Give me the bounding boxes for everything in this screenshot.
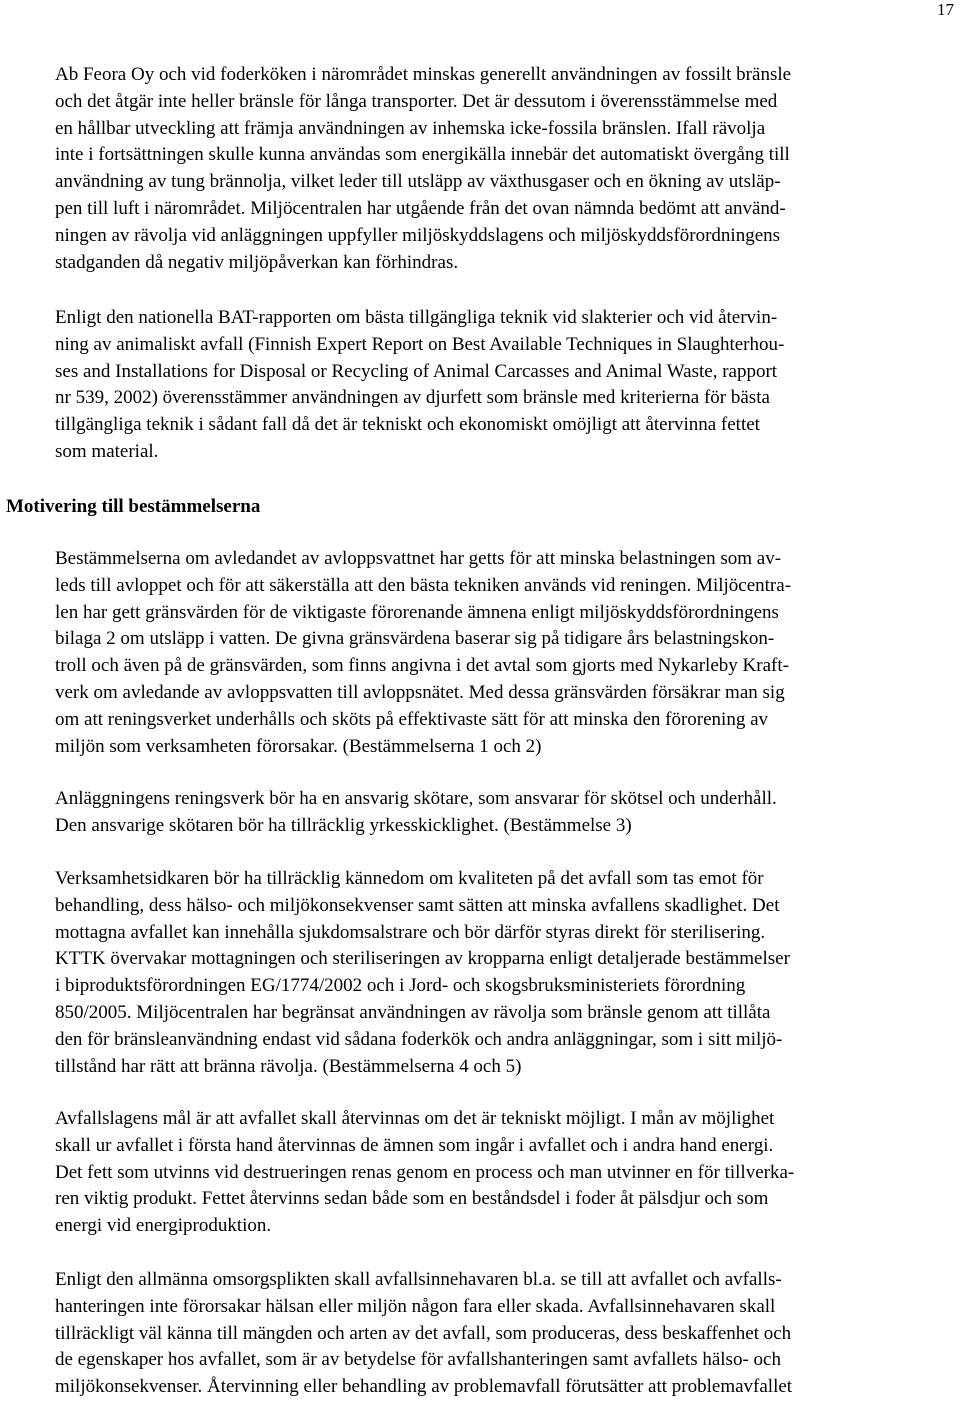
text-line: verk om avledande av avloppsvatten till avloppsnätet. Med dessa gränsvärden försäkrar man sig bbox=[55, 681, 785, 703]
paragraph-fossil-fuel bbox=[55, 62, 791, 276]
text-line: Verksamhetsidkaren bör ha tillräcklig kännedom om kvaliteten på det avfall som tas emot för bbox=[55, 868, 764, 889]
paragraph-duty-of-care bbox=[55, 1267, 792, 1401]
text-line: Enligt den allmänna omsorgsplikten skall avfallsinnehavaren bl.a. se till att avfallet och avfalls- bbox=[55, 1269, 782, 1290]
text-line: ningen av rävolja vid anläggningen uppfyller miljöskyddslagens och miljöskyddsförordningens bbox=[55, 224, 781, 246]
text-line: behandling, dess hälso- och miljökonsekvenser samt sätten att minska avfallens skadlighet. Det bbox=[55, 894, 780, 916]
text-line: tillgängliga teknik i sådant fall då det är tekniskt och ekonomiskt omöjligt att återvinna fettet bbox=[55, 414, 760, 436]
text-line: Anläggningens reningsverk bör ha en ansvarig skötare, som ansvarar för skötsel och underhåll. bbox=[55, 788, 777, 809]
text-line: ren viktig produkt. Fettet återvinns sedan både som en beståndsdel i foder åt pälsdjur och som bbox=[55, 1188, 769, 1210]
text-line: KTTK övervakar mottagningen och steriliseringen av kropparna enligt detaljerade bestämmelser bbox=[55, 948, 790, 970]
text-line: stadganden då negativ miljöpåverkan kan förhindras. bbox=[55, 251, 459, 273]
text-line: i biproduktsförordningen EG/1774/2002 och i Jord- och skogsbruksministeriets förordning bbox=[55, 975, 746, 997]
text-line: ses and Installations for Disposal or Recycling of Animal Carcasses and Animal Waste, rapport bbox=[55, 360, 778, 382]
text-line: Den ansvarige skötaren bör ha tillräcklig yrkesskicklighet. (Bestämmelse 3) bbox=[55, 814, 632, 836]
text-line: miljön som verksamheten förorsakar. (Bestämmelserna 1 och 2) bbox=[55, 735, 542, 757]
text-line: den för bränsleanvändning endast vid sådana foderkök och andra anläggningar, som i sitt miljö- bbox=[55, 1028, 783, 1050]
text-line: tillräckligt väl känna till mängden och arten av det avfall, som produceras, dess beskaffenhet och bbox=[55, 1322, 792, 1344]
text-line: mottagna avfallet kan innehålla sjukdomsalstrare och bör därför styras direkt för sterilisering. bbox=[55, 921, 766, 943]
page-number: 17 bbox=[937, 0, 954, 19]
text-line: bilaga 2 om utsläpp i vatten. De givna gränsvärdena baserar sig på tidigare års belastningskon- bbox=[55, 628, 775, 650]
text-line: Enligt den nationella BAT-rapporten om bästa tillgängliga teknik vid slakterier och vid återvin- bbox=[55, 307, 778, 328]
text-line: miljökonsekvenser. Återvinning eller behandling av problemavfall förutsätter att problemavfallet bbox=[55, 1376, 793, 1398]
section-heading: Motivering till bestämmelserna bbox=[6, 496, 261, 517]
text-line: som material. bbox=[55, 440, 159, 462]
text-line: inte i fortsättningen skulle kunna användas som energikälla innebär det automatiskt övergång till bbox=[55, 144, 790, 166]
paragraph-waste-quality bbox=[55, 866, 790, 1080]
text-line: och det åtgär inte heller bränsle för långa transporter. Det är dessutom i överensstämmelse med bbox=[55, 90, 778, 112]
text-line: len har gett gränsvärden för de viktigaste förorenande ämnena enligt miljöskyddsförordningens bbox=[55, 601, 779, 623]
text-line: en hållbar utveckling att främja användningen av inhemska icke-fossila bränslen. Ifall rävolja bbox=[55, 117, 766, 139]
text-line: pen till luft i närområdet. Miljöcentralen har utgående från det ovan nämnda bedömt att använd- bbox=[55, 197, 786, 219]
text-line: ning av animaliskt avfall (Finnish Expert Report on Best Available Techniques in Slaughterhou- bbox=[55, 333, 785, 355]
paragraph-wastewater bbox=[55, 546, 791, 760]
text-line: Det fett som utvinns vid destrueringen renas genom en process och man utvinner en för tillverka- bbox=[55, 1161, 795, 1183]
text-line: de egenskaper hos avfallet, som är av betydelse för avfallshanteringen samt avfallets hälso- och bbox=[55, 1349, 781, 1371]
text-line: energi vid energiproduktion. bbox=[55, 1215, 272, 1237]
text-line: leds till avloppet och för att säkerställa att den bästa tekniken används vid reningen. Miljöcentra- bbox=[55, 574, 792, 596]
paragraph-bat-report bbox=[55, 305, 784, 466]
paragraph-treatment-plant bbox=[55, 786, 777, 840]
text-line: användning av tung brännolja, vilket leder till utsläpp av växthusgaser och en ökning av utsläp- bbox=[55, 171, 781, 193]
text-line: tillstånd har rätt att bränna rävolja. (Bestämmelserna 4 och 5) bbox=[55, 1055, 522, 1077]
text-line: nr 539, 2002) överensstämmer användningen av djurfett som bränsle med kriterierna för bästa bbox=[55, 387, 770, 409]
text-line: Avfallslagens mål är att avfallet skall återvinnas om det är tekniskt möjligt. I mån av möjlighet bbox=[55, 1108, 775, 1129]
paragraph-waste-act bbox=[55, 1106, 794, 1240]
text-line: hanteringen inte förorsakar hälsan eller miljön någon fara eller skada. Avfallsinnehavaren skall bbox=[55, 1295, 776, 1317]
text-line: 850/2005. Miljöcentralen har begränsat användningen av rävolja som bränsle genom att tillåta bbox=[55, 1001, 771, 1023]
text-line: Ab Feora Oy och vid foderköken i närområdet minskas generellt användningen av fossilt bränsle bbox=[55, 64, 792, 85]
text-line: Bestämmelserna om avledandet av avloppsvattnet har getts för att minska belastningen som av- bbox=[55, 548, 782, 569]
text-line: troll och även på de gränsvärden, som finns angivna i det avtal som gjorts med Nykarleby Kraft- bbox=[55, 655, 789, 677]
text-line: om att reningsverket underhålls och sköts på effektivaste sätt för att minska den förorening av bbox=[55, 708, 769, 730]
text-line: skall ur avfallet i första hand återvinnas de ämnen som ingår i avfallet och i andra hand energi. bbox=[55, 1134, 774, 1156]
